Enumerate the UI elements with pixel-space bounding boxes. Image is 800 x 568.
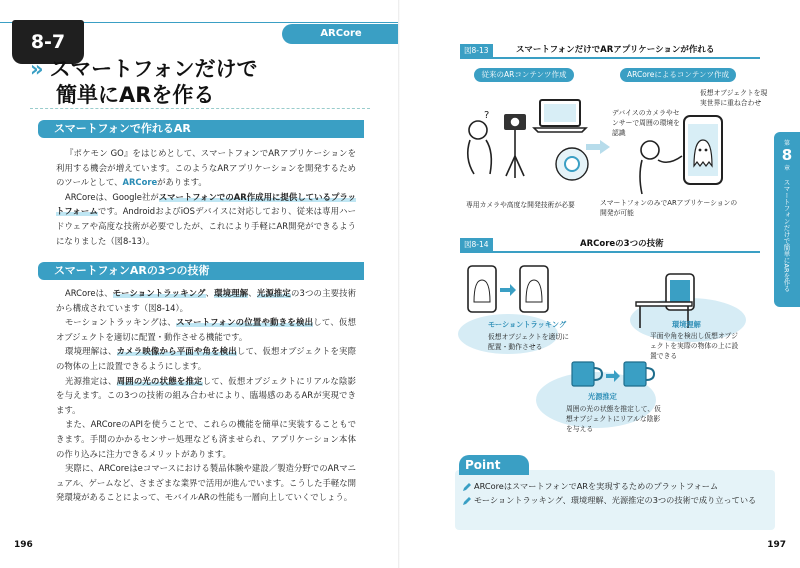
figure-caption: ARCoreの3つの技術 bbox=[580, 239, 664, 249]
text: 環境理解は、 bbox=[65, 346, 117, 357]
svg-text:?: ? bbox=[484, 110, 490, 121]
text: して、仮想オブジェクトを実際の物体の上に設置できるようにします。 bbox=[56, 346, 357, 371]
side-chapter-suffix: 章 bbox=[783, 165, 790, 172]
mug-icon bbox=[624, 362, 654, 386]
tech-light-title: 光源推定 bbox=[588, 392, 617, 401]
camera-icon bbox=[504, 114, 526, 178]
text: して、仮想オブジェクトにリアルな陰影を与えます。この3つの技術の組み合わせにより、臨場感のあるARが実現できます。 bbox=[56, 375, 357, 415]
keyword: ARCore bbox=[122, 177, 158, 188]
conventional-label: 従来のARコンテンツ作成 bbox=[474, 68, 574, 82]
figure-number: 図8-14 bbox=[460, 238, 493, 251]
side-chapter-label: 第 bbox=[783, 140, 790, 147]
pencil-icon bbox=[462, 496, 472, 506]
arrow-right-icon bbox=[586, 140, 610, 154]
text: モーショントラッキングは、 bbox=[65, 317, 177, 328]
figure-caption: スマートフォンだけでARアプリケーションが作れる bbox=[516, 45, 715, 55]
arcore-label: ARCoreによるコンテンツ作成 bbox=[620, 68, 736, 82]
section-1-body bbox=[56, 146, 356, 248]
tech-motion-desc: 仮想オブジェクトを適切に配置・動作させる bbox=[488, 333, 569, 351]
section-heading-2: スマートフォンARの3つの技術 bbox=[44, 262, 364, 280]
arcore-note: スマートフォンのみでARアプリケーションの開発が可能 bbox=[600, 199, 738, 217]
figure-8-13-title bbox=[460, 44, 760, 59]
paragraph: また、ARCoreのAPIを使うことで、これらの機能を簡単に実装することもできます。手間のかかるセンサー処理なども済ませられ、アプリケーション本体の作り込みに注力できるメリットがあります。 bbox=[56, 419, 356, 459]
title-mark: » bbox=[30, 57, 44, 81]
section-2-body bbox=[56, 286, 356, 505]
chapter-side-tab bbox=[774, 132, 800, 307]
point-label: Point bbox=[459, 455, 529, 475]
laptop-icon bbox=[534, 100, 586, 132]
smartphone-icon bbox=[520, 266, 548, 312]
title-rule bbox=[30, 108, 370, 109]
title-line-2: 簡単にARを作る bbox=[56, 83, 215, 107]
tech-env-title: 環境理解 bbox=[672, 320, 701, 329]
text: ARCoreは、Google社が bbox=[65, 191, 159, 202]
highlight: スマートフォンの位置や動きを検出 bbox=[176, 317, 314, 328]
arcore-illustration bbox=[620, 110, 730, 200]
paragraph bbox=[56, 315, 356, 344]
figure-number: 図8-13 bbox=[460, 44, 493, 57]
point-item-2: モーショントラッキング、環境理解、光源推定の3つの技術で成り立っている bbox=[474, 495, 757, 505]
conventional-illustration bbox=[460, 92, 600, 192]
tech-motion-title: モーショントラッキング bbox=[488, 320, 567, 329]
text: 、 bbox=[248, 288, 257, 298]
text: があります。 bbox=[157, 177, 207, 188]
highlight: 環境理解 bbox=[214, 288, 249, 298]
page-title bbox=[30, 56, 257, 108]
smartphone-icon bbox=[468, 266, 496, 312]
highlight: スマートフォンでのAR作成用に提供しているプラットフォーム bbox=[56, 191, 356, 217]
text: 、 bbox=[205, 288, 215, 298]
conventional-note: 専用カメラや高度な開発技術が必要 bbox=[466, 201, 575, 209]
text: 光源推定は、 bbox=[65, 375, 117, 386]
paragraph bbox=[56, 286, 356, 315]
text: 『ポケモン GO』をはじめとして、スマートフォンでARアプリケーションを利用する機会が増えています。このようなARアプリケーションを開発するためのツールとして、 bbox=[56, 148, 356, 188]
smartphone-icon bbox=[684, 116, 722, 184]
gear-icon bbox=[556, 148, 588, 180]
highlight: 周囲の光の状態を推定 bbox=[116, 375, 203, 386]
point-item-1: ARCoreはスマートフォンでARを実現するためのプラットフォーム bbox=[474, 481, 719, 491]
confused-person-icon bbox=[468, 110, 492, 174]
chapter-number: 8-7 bbox=[12, 20, 84, 64]
paragraph bbox=[56, 344, 356, 373]
paragraph: 実際に、ARCoreはeコマースにおける製品体験や建設／製造分野でのARマニュアル、ゲームなど、さまざまな業界で活用が進んでいます。こうした手軽な開発環境があることによって、モバイルARの性能も一層向上していくでしょう。 bbox=[56, 463, 356, 503]
side-chapter-title: スマートフォンだけで簡単にARを作る bbox=[782, 178, 791, 292]
tech-light-desc: 周囲の光の状態を推定して、仮想オブジェクトにリアルな陰影を与える bbox=[566, 405, 662, 433]
highlight: モーショントラッキング bbox=[112, 288, 206, 298]
paragraph bbox=[56, 374, 356, 418]
section-heading-1: スマートフォンで作れるAR bbox=[44, 120, 364, 138]
paragraph bbox=[56, 190, 356, 248]
tech-env-desc: 平面や角を検出し仮想オブジェクトを実際の物体の上に設置できる bbox=[650, 332, 739, 360]
text: ARCoreは、 bbox=[65, 288, 113, 298]
side-chapter-number: 8 bbox=[781, 146, 793, 164]
text: の3つの主要技術から構成されています（図8-14）。 bbox=[56, 288, 357, 313]
title-line-1: スマートフォンだけで bbox=[49, 57, 258, 81]
page-number: 197 bbox=[767, 540, 786, 550]
sensor-note: デバイスのカメラやセンサーで周囲の環境を認識 bbox=[612, 109, 680, 137]
person-icon bbox=[640, 141, 682, 194]
text: です。AndroidおよびiOSデバイスに対応しており、従来は専用ハードウェアや高度な技術が必要でしたが、これにより手軽にAR開発ができるようになりました（図8-13）。 bbox=[56, 206, 356, 246]
highlight: 光源推定 bbox=[256, 288, 291, 298]
chapter-tag: ARCore bbox=[282, 24, 400, 44]
motion-phones bbox=[468, 266, 548, 312]
overlay-note: 仮想オブジェクトを現実世界に重ね合わせ bbox=[700, 89, 768, 107]
highlight: カメラ映像から平面や角を検出 bbox=[116, 346, 237, 357]
figure-8-14-title bbox=[460, 238, 760, 253]
page-number: 196 bbox=[14, 540, 33, 550]
text: して、仮想オブジェクトを適切に配置・動作させる機能です。 bbox=[56, 317, 356, 342]
paragraph bbox=[56, 146, 356, 190]
pencil-icon bbox=[462, 482, 472, 492]
